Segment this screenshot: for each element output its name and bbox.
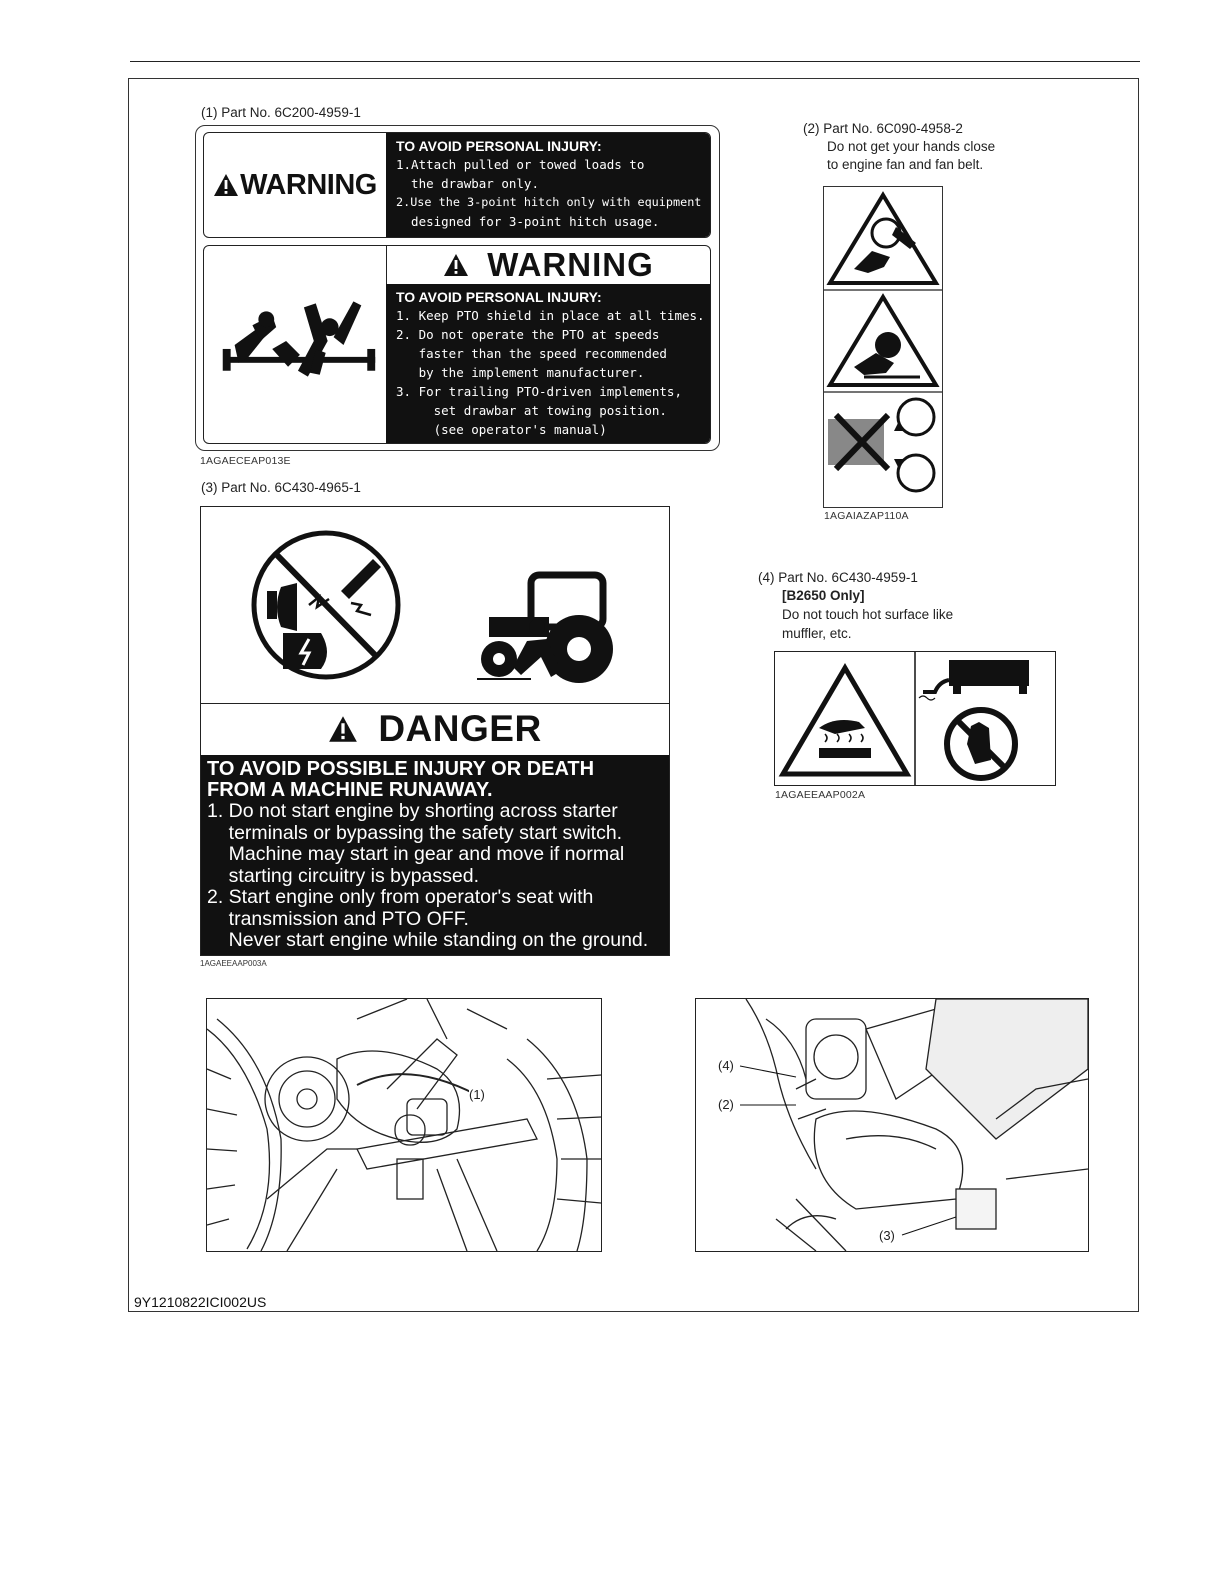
label1-code: 1AGAECEAP013E (200, 455, 291, 467)
danger-heading-line: TO AVOID POSSIBLE INJURY OR DEATH (207, 758, 595, 780)
warning-a-signal (204, 133, 386, 237)
photo-right-callout-4: (4) (718, 1058, 734, 1073)
label1-warning-b (203, 245, 711, 444)
fan-belt-hazard-icons (824, 187, 942, 507)
warning-b-item: 2. Do not operate the PTO at speeds (396, 327, 660, 342)
danger-item: Never start engine while standing on the ground. (207, 929, 649, 951)
warning-b-word: WARNING (487, 246, 654, 283)
label3-caption: (3) Part No. 6C430-4965-1 (201, 480, 361, 495)
warning-b-item: set drawbar at towing position. (396, 403, 667, 418)
photo-right-callout-3: (3) (879, 1228, 895, 1243)
danger-signal (201, 703, 669, 755)
label4-decal (774, 651, 1056, 786)
danger-item: Machine may start in gear and move if normal (207, 843, 625, 865)
warning-triangle-icon (443, 253, 469, 277)
warning-b-item: (see operator's manual) (396, 422, 607, 437)
danger-item: 2. Start engine only from operator's seat with (207, 886, 594, 908)
label2-caption-line: (2) Part No. 6C090-4958-2 (803, 121, 963, 136)
warning-a-heading: TO AVOID PERSONAL INJURY: (396, 138, 602, 154)
starter-bypass-runaway-icons (201, 507, 669, 704)
danger-heading-line: FROM A MACHINE RUNAWAY. (207, 779, 493, 801)
warning-a-item: 2.Use the 3-point hitch only with equipment (396, 195, 702, 209)
warning-b-item: by the implement manufacturer. (396, 365, 645, 380)
warning-b-signal (386, 246, 710, 285)
label4-caption-line: [B2650 Only] (782, 588, 865, 603)
warning-b-item: 1. Keep PTO shield in place at all times. (396, 308, 705, 323)
callout-leader-lines (696, 999, 1088, 1251)
warning-a-word: WARNING (240, 168, 377, 201)
warning-b-heading: TO AVOID PERSONAL INJURY: (396, 289, 602, 305)
label1-warning-a (203, 132, 711, 238)
warning-a-message (386, 133, 710, 237)
label2-caption-line: Do not get your hands close (827, 139, 996, 154)
document-code: 9Y1210822ICI002US (134, 1294, 267, 1310)
photo-right-callout-2: (2) (718, 1097, 734, 1112)
top-rule (130, 61, 1140, 62)
danger-message (201, 755, 669, 955)
warning-b-message (386, 284, 710, 443)
warning-a-item: 1.Attach pulled or towed loads to (396, 157, 645, 172)
label3-code: 1AGAEEAAP003A (200, 959, 267, 968)
danger-word: DANGER (378, 708, 542, 749)
danger-item: 1. Do not start engine by shorting across starter (207, 800, 618, 822)
label4-code: 1AGAEEAAP002A (775, 789, 866, 801)
warning-a-item: designed for 3-point hitch usage. (396, 214, 660, 229)
label3-decal (200, 506, 670, 956)
danger-item: terminals or bypassing the safety start switch. (207, 821, 623, 844)
rear-tractor-illustration (207, 999, 601, 1251)
warning-b-item: faster than the speed recommended (396, 346, 667, 361)
photo-engine-area (695, 998, 1089, 1252)
warning-a-item: the drawbar only. (396, 176, 539, 191)
danger-item: starting circuitry is bypassed. (207, 864, 480, 887)
danger-item: transmission and PTO OFF. (207, 907, 469, 930)
label4-caption-line: (4) Part No. 6C430-4959-1 (758, 570, 918, 585)
warning-triangle-icon (213, 173, 239, 197)
danger-triangle-icon (328, 715, 358, 743)
hot-surface-icons (775, 652, 1055, 785)
pto-entanglement-icon (204, 246, 386, 443)
label4-caption-line: muffler, etc. (782, 626, 852, 641)
label4-caption-line: Do not touch hot surface like (782, 607, 954, 622)
label2-caption-line: to engine fan and fan belt. (827, 157, 984, 172)
photo-left-callout-1: (1) (469, 1087, 485, 1102)
photo-rear-pto-area (206, 998, 602, 1252)
label2-decal (823, 186, 943, 508)
label2-code: 1AGAIAZAP110A (824, 510, 909, 522)
warning-b-item: 3. For trailing PTO-driven implements, (396, 384, 682, 399)
label1-caption: (1) Part No. 6C200-4959-1 (201, 105, 361, 120)
